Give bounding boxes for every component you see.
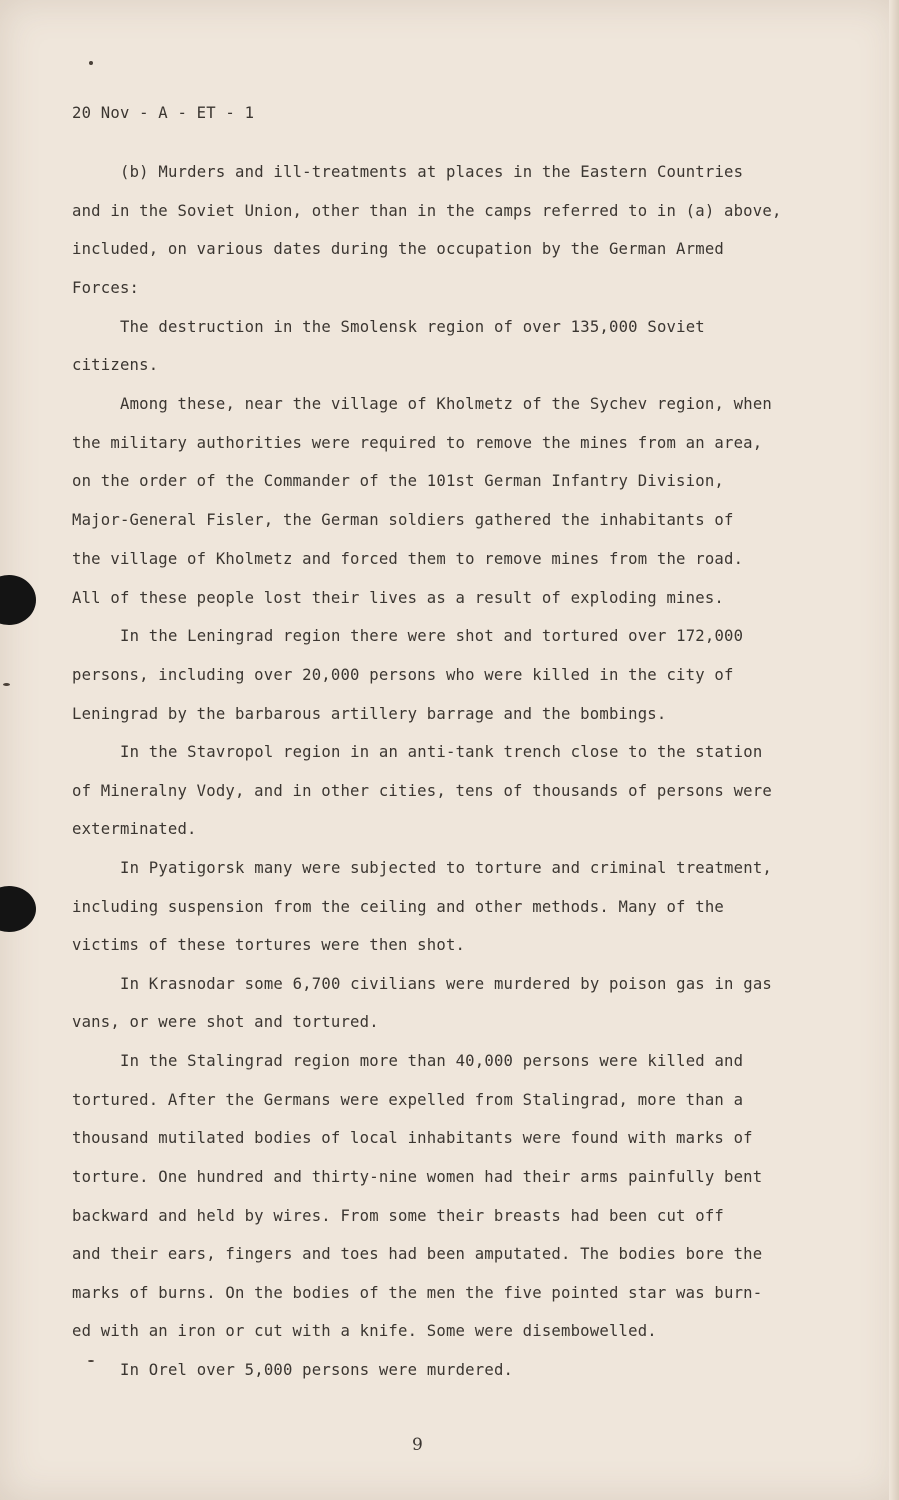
punch-hole [0,886,36,932]
text-line: In Pyatigorsk many were subjected to torture and criminal treatment, [120,859,772,877]
text-line: In the Stalingrad region more than 40,000 persons were killed and [120,1052,744,1070]
text-line: the military authorities were required to remove the mines from an area, [72,434,763,452]
ink-speck [88,1360,94,1362]
text-line: tortured. After the Germans were expelled from Stalingrad, more than a [72,1091,744,1109]
text-line: In the Leningrad region there were shot and tortured over 172,000 [120,627,744,645]
text-line: persons, including over 20,000 persons who were killed in the city of [72,666,734,684]
text-line: victims of these tortures were then shot. [72,936,466,954]
paper-edge [889,0,899,1500]
text-line: The destruction in the Smolensk region of over 135,000 Soviet [120,318,705,336]
text-line: vans, or were shot and tortured. [72,1013,379,1031]
ink-speck [3,683,10,686]
text-line: backward and held by wires. From some their breasts had been cut off [72,1207,724,1225]
text-line: Leningrad by the barbarous artillery barrage and the bombings. [72,705,667,723]
text-line: and in the Soviet Union, other than in the camps referred to in (a) above, [72,202,782,220]
text-line: In the Stavropol region in an anti-tank trench close to the station [120,743,763,761]
text-line: In Orel over 5,000 persons were murdered. [120,1361,514,1379]
text-line: and their ears, fingers and toes had been amputated. The bodies bore the [72,1245,763,1263]
text-line: Major-General Fisler, the German soldiers gathered the inhabitants of [72,511,734,529]
text-line: exterminated. [72,820,197,838]
document-reference: 20 Nov - A - ET - 1 [72,104,255,122]
text-line: citizens. [72,356,159,374]
text-line: including suspension from the ceiling and other methods. Many of the [72,898,724,916]
text-line: on the order of the Commander of the 101st German Infantry Division, [72,472,724,490]
text-line: torture. One hundred and thirty-nine women had their arms painfully bent [72,1168,763,1186]
text-line: Among these, near the village of Kholmetz of the Sychev region, when [120,395,772,413]
ink-speck [89,61,93,65]
text-line: included, on various dates during the occupation by the German Armed [72,240,724,258]
text-line: the village of Kholmetz and forced them to remove mines from the road. [72,550,744,568]
text-line: thousand mutilated bodies of local inhabitants were found with marks of [72,1129,753,1147]
punch-hole [0,575,36,625]
text-line: of Mineralny Vody, and in other cities, tens of thousands of persons were [72,782,772,800]
text-line: All of these people lost their lives as a result of exploding mines. [72,589,724,607]
text-line: ed with an iron or cut with a knife. Some were disembowelled. [72,1322,657,1340]
text-line: marks of burns. On the bodies of the men the five pointed star was burn- [72,1284,763,1302]
text-line: In Krasnodar some 6,700 civilians were murdered by poison gas in gas [120,975,772,993]
text-line: (b) Murders and ill-treatments at places in the Eastern Countries [120,163,744,181]
page-number: 9 [412,1435,423,1455]
text-line: Forces: [72,279,140,297]
